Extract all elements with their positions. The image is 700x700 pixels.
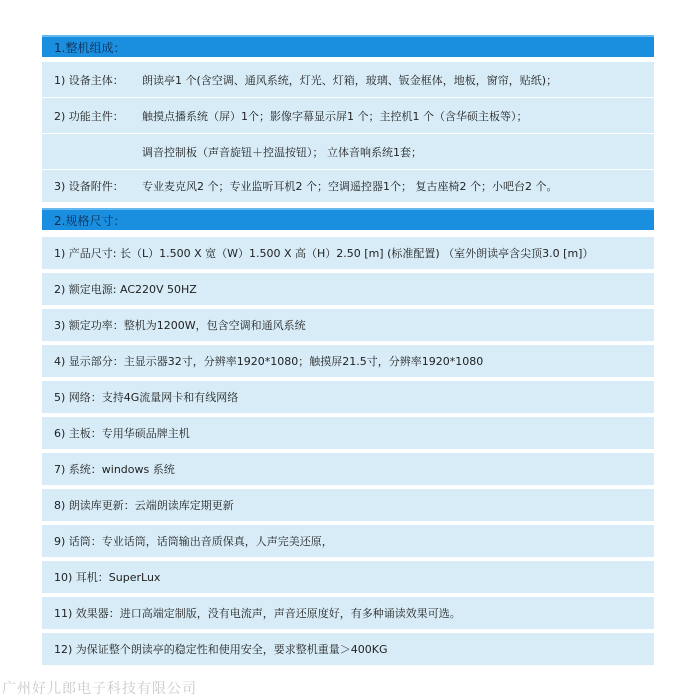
spec-row (42, 237, 654, 269)
spec-text: 1) 产品尺寸: 长（L）1.500 X 宽（W）1.500 X 高（H）2.50 [m] (标准配置) （室外朗读亭含尖顶3.0 [m]） (54, 247, 594, 260)
composition-row-2-continued (42, 134, 654, 169)
spec-text: 7) 系统：windows 系统 (54, 463, 175, 476)
company-watermark: 广州好儿郎电子科技有限公司 (2, 681, 197, 697)
spec-text: 4) 显示部分：主显示器32寸，分辨率1920*1080；触摸屏21.5寸，分辨率1920*1080 (54, 355, 484, 368)
spec-row (42, 525, 654, 557)
row-label: 2) 功能主件： (54, 109, 124, 123)
section-2-header (42, 208, 654, 230)
section-1-title: 1.整机组成： (54, 41, 126, 55)
spec-text: 8) 朗读库更新：云端朗读库定期更新 (54, 499, 234, 512)
spec-row (42, 345, 654, 377)
row-content: 专业麦克风2 个；专业监听耳机2 个；空调遥控器1个； 复古座椅2 个；小吧台2 个。 (142, 180, 558, 193)
spec-text: 3) 额定功率：整机为1200W，包含空调和通风系统 (54, 319, 306, 332)
composition-row-3 (42, 170, 654, 202)
spec-row (42, 417, 654, 449)
spec-row (42, 597, 654, 629)
row-label: 1) 设备主体： (54, 73, 124, 87)
section-2-title: 2.规格尺寸： (54, 214, 126, 228)
spec-row (42, 309, 654, 341)
composition-row-1 (42, 62, 654, 97)
section-1-header (42, 35, 654, 57)
row-content: 调音控制板（声音旋钮＋控温按钮）； 立体音响系统1套； (142, 145, 422, 159)
spec-row (42, 561, 654, 593)
spec-text: 2) 额定电源: AC220V 50HZ (54, 283, 197, 296)
spec-text: 10) 耳机：SuperLux (54, 571, 161, 584)
spec-text: 12) 为保证整个朗读亭的稳定性和使用安全，要求整机重量＞400KG (54, 643, 388, 656)
spec-row (42, 633, 654, 665)
spec-row (42, 489, 654, 521)
row-content: 朗读亭1 个(含空调、通风系统，灯光、灯箱，玻璃、钣金框体，地板，窗帘，贴纸)； (142, 73, 558, 87)
composition-row-2 (42, 98, 654, 133)
row-content: 触摸点播系统（屏）1个；影像字幕显示屏1 个；主控机1 个（含华硕主板等）； (142, 109, 528, 123)
spec-row (42, 453, 654, 485)
spec-text: 5) 网络：支持4G流量网卡和有线网络 (54, 391, 239, 404)
spec-row (42, 381, 654, 413)
spec-text: 9) 话筒：专业话筒，话筒输出音质保真，人声完美还原， (54, 535, 333, 548)
spec-row (42, 273, 654, 305)
row-label: 3) 设备附件： (54, 180, 124, 193)
spec-text: 11) 效果器：进口高端定制版，没有电流声，声音还原度好，有多种诵读效果可选。 (54, 607, 461, 620)
spec-text: 6) 主板：专用华硕品牌主机 (54, 427, 190, 440)
